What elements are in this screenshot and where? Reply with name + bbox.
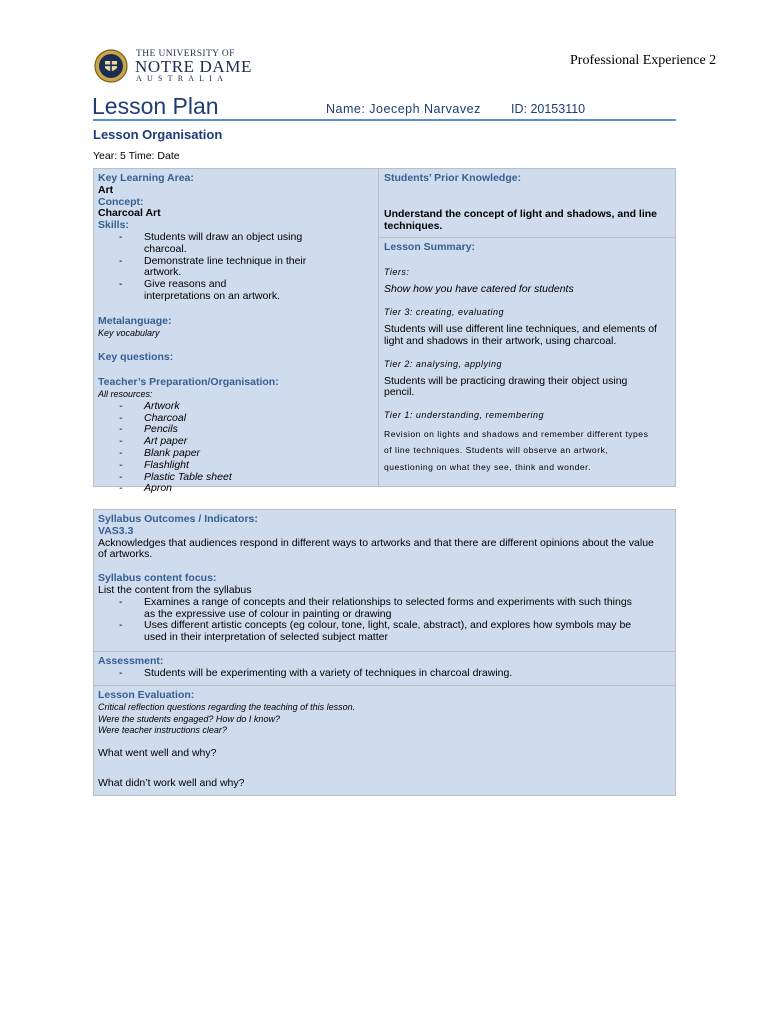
skills-label: Skills: (98, 219, 129, 232)
list-item: - Pencils (98, 424, 373, 436)
table-column-divider (378, 168, 379, 487)
assessment-section (98, 656, 658, 680)
evaluation-line: Were the students engaged? How do I know? (98, 713, 280, 724)
year-time: Year: 5 Time: Date (93, 150, 180, 162)
list-item: - Plastic Table sheet (98, 472, 373, 484)
tiers-label: Tiers: (384, 266, 410, 277)
key-questions-label: Key questions: (98, 351, 174, 364)
didnt-work-prompt: What didn’t work well and why? (98, 776, 245, 789)
metalanguage-label: Metalanguage: (98, 314, 172, 327)
assessment-label: Assessment: (98, 655, 164, 667)
went-well-prompt: What went well and why? (98, 747, 217, 760)
resources-label: All resources: (98, 388, 153, 399)
professional-experience-heading: Professional Experience 2 (570, 53, 717, 68)
syllabus-outcomes-label: Syllabus Outcomes / Indicators: (98, 513, 258, 525)
key-learning-area-label: Key Learning Area: (98, 172, 194, 184)
prior-knowledge-label: Students’ Prior Knowledge: (384, 172, 522, 184)
table-row-divider (94, 685, 675, 686)
assessment-list (98, 668, 658, 680)
list-item: - Artwork (98, 401, 373, 413)
syllabus-text: Acknowledges that audiences respond in different ways to artworks and that there are different opinions about the value of artworks. (98, 536, 654, 561)
metalanguage-value: Key vocabulary (98, 327, 160, 338)
list-item: - Demonstrate line technique in their artwork. (98, 256, 338, 280)
tier3-label: Tier 3: creating, evaluating (384, 307, 504, 318)
list-item: - Examines a range of concepts and their relationships to selected forms and experiments with such things as the expressive use of colour in painting or drawing (98, 597, 634, 621)
concept-label: Concept: (98, 195, 144, 208)
tier3-text: Students will use different line techniques, and elements of light and shadows in their artwork, using charcoal. (384, 323, 657, 347)
tiers-note: Show how you have catered for students (384, 282, 574, 295)
skills-list (98, 232, 338, 303)
university-logo-line1: THE UNIVERSITY OF (136, 49, 235, 59)
list-item: - Charcoal (98, 413, 373, 425)
table-row-divider (378, 237, 675, 238)
tier1-line: questioning on what they see, think and wonder. (384, 461, 591, 472)
concept-value: Charcoal Art (98, 207, 161, 220)
syllabus-code: VAS3.3 (98, 524, 134, 537)
evaluation-section (98, 690, 658, 790)
lesson-summary (384, 242, 674, 475)
list-item: - Flashlight (98, 460, 373, 472)
page-title: Lesson Plan (92, 93, 219, 119)
syllabus-content-label: Syllabus content focus: (98, 572, 217, 585)
lesson-summary-label: Lesson Summary: (384, 241, 476, 253)
resources-list (98, 401, 373, 495)
left-column (98, 173, 373, 495)
syllabus-section (98, 514, 658, 644)
list-item: - Students will be experimenting with a variety of techniques in charcoal drawing. (98, 668, 658, 680)
teacher-preparation-label: Teacher’s Preparation/Organisation: (98, 376, 279, 389)
syllabus-content-list (98, 597, 638, 644)
syllabus-content-intro: List the content from the syllabus (98, 583, 252, 596)
list-item: - Students will draw an object using charcoal. (98, 232, 338, 256)
university-logo-country: AUSTRALIA (136, 74, 229, 83)
tier1-label: Tier 1: understanding, remembering (384, 410, 544, 421)
tier2-label: Tier 2: analysing, applying (384, 358, 502, 369)
header-rule (93, 119, 676, 121)
tier1-line: Revision on lights and shadows and remember different types (384, 428, 649, 439)
tier1-text (384, 426, 674, 476)
list-item: - Give reasons and interpretations on an artwork. (98, 279, 294, 303)
tier1-line: of line techniques. Students will observe an artwork, (384, 445, 609, 456)
evaluation-line: Were teacher instructions clear? (98, 725, 227, 736)
evaluation-line: Critical reflection questions regarding the teaching of this lesson. (98, 701, 356, 712)
list-item: - Art paper (98, 436, 373, 448)
key-learning-area-value: Art (98, 183, 114, 196)
prior-knowledge-value: Understand the concept of light and shadows, and line techniques. (384, 208, 658, 232)
university-crest-icon (94, 49, 128, 83)
table-row-divider (94, 651, 675, 652)
list-item: - Uses different artistic concepts (eg colour, tone, light, scale, abstract), and explores how symbols may be used in their interpretation of selected subject matter (98, 620, 644, 644)
list-item: - Apron (98, 483, 373, 495)
list-item: - Blank paper (98, 448, 373, 460)
university-logo-name: NOTRE DAME (135, 57, 252, 76)
lesson-evaluation-label: Lesson Evaluation: (98, 689, 195, 701)
student-id: ID: 20153110 (511, 102, 586, 116)
tier2-text: Students will be practicing drawing their object using pencil. (384, 374, 628, 399)
section-heading: Lesson Organisation (93, 127, 223, 142)
student-name: Name: Joeceph Narvavez (326, 102, 481, 116)
